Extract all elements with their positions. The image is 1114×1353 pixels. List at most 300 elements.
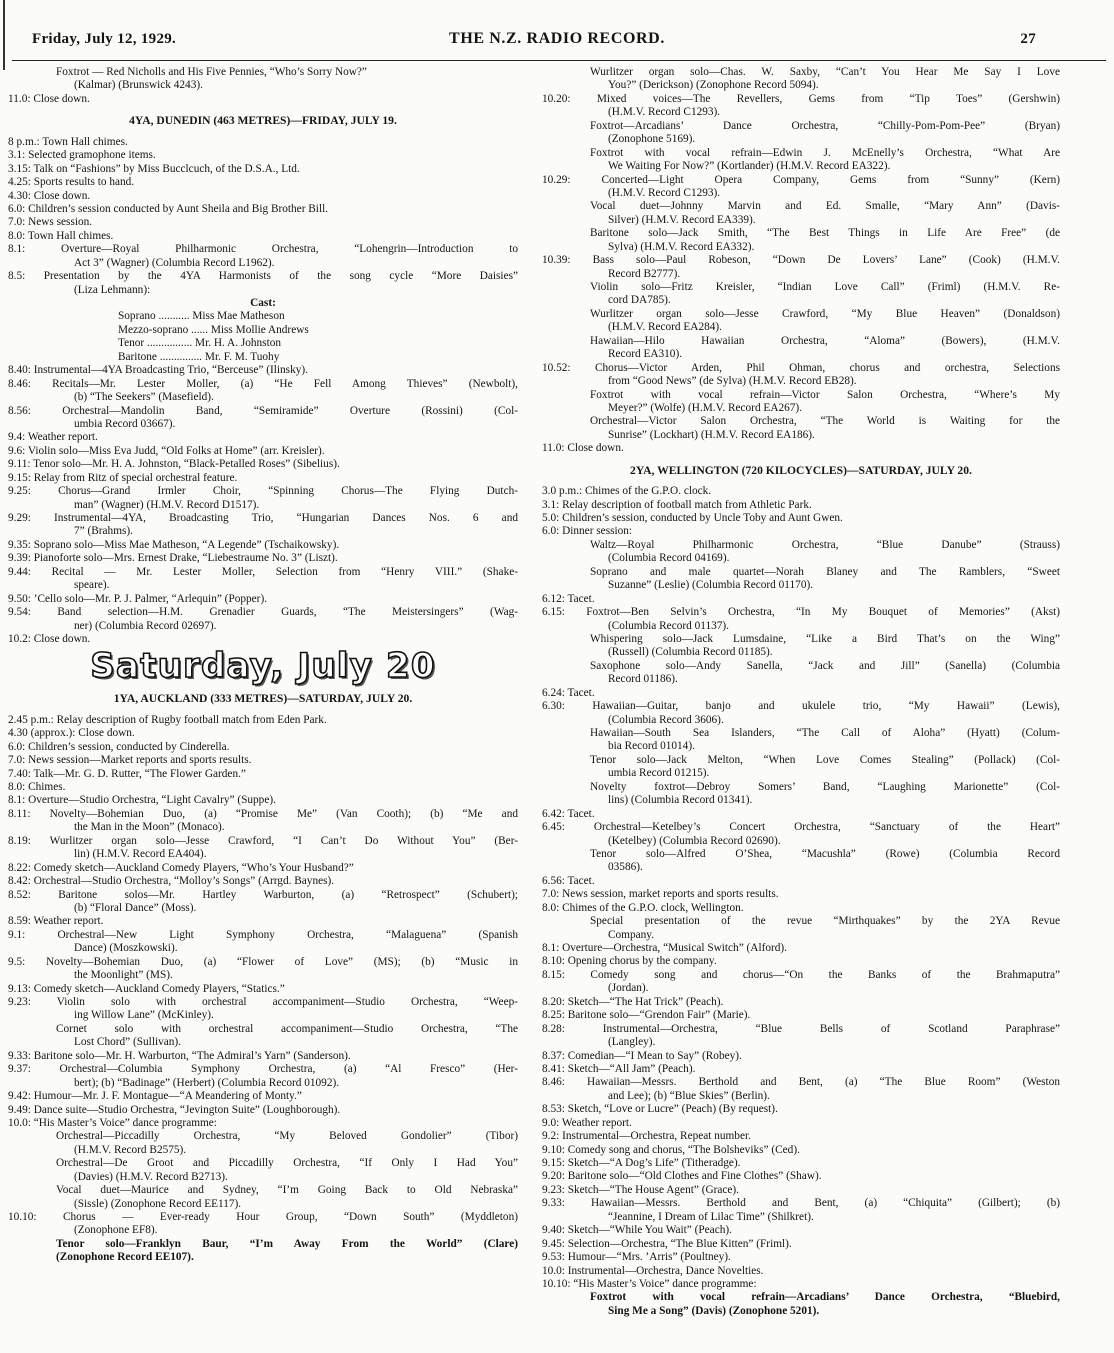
line-text: 7.0: News session, market reports and sports results. <box>542 888 779 901</box>
line-text: 8.20: Sketch—“The Hat Trick” (Peach). <box>542 995 724 1008</box>
line-text: 8.19: Wurlitzer organ solo—Jesse Crawford, “I Can’t Do Without You” (Ber- <box>8 834 518 847</box>
program-line <box>542 442 1060 455</box>
program-line <box>542 429 1060 442</box>
station-heading <box>8 114 518 127</box>
line-text: 8.1: Overture—Studio Orchestra, “Light Cavalry” (Suppe). <box>8 794 276 807</box>
line-text: 8.28: Instrumental—Orchestra, “Blue Bells of Scotland Paraphrase” <box>542 1022 1060 1035</box>
program-line <box>542 996 1060 1009</box>
program-line <box>8 579 518 592</box>
line-text: from “Good News” (de Sylva) (H.M.V. Record EB28). <box>608 375 857 388</box>
line-text: 8.10: Opening chorus by the company. <box>542 955 717 968</box>
line-text: Hawaiian—South Sea Islanders, “The Call of Aloha” (Hyatt) (Colum- <box>590 727 1060 739</box>
program-line <box>542 389 1060 402</box>
line-text: 7” (Brahms). <box>74 525 133 538</box>
program-line <box>8 445 518 458</box>
line-text: 10.10: Chorus — Ever-ready Hour Group, “Down South” (Myddleton) <box>8 1211 518 1223</box>
program-line <box>542 1050 1060 1063</box>
program-line <box>542 539 1060 552</box>
line-text: 7.40: Talk—Mr. G. D. Rutter, “The Flower Garden.” <box>8 767 246 780</box>
program-line <box>8 1238 518 1251</box>
line-text: 3.1: Selected gramophone items. <box>8 149 156 162</box>
program-line <box>542 552 1060 565</box>
program-line <box>542 687 1060 700</box>
line-text: bia Record 01014). <box>608 740 695 753</box>
line-text: (Zonophone EF8). <box>74 1224 158 1237</box>
line-text: 8.0: Chimes of the G.P.O. clock, Wellington. <box>542 901 744 914</box>
line-text: Baritone ............... Mr. F. M. Tuohy <box>118 350 280 363</box>
program-line <box>542 566 1060 579</box>
program-line <box>8 378 518 391</box>
program-line <box>542 499 1060 512</box>
program-line <box>542 254 1060 267</box>
program-line <box>8 405 518 418</box>
line-text: 9.23: Sketch—“The House Agent” (Grace). <box>542 1183 740 1196</box>
program-line <box>542 227 1060 240</box>
line-text: 8.1: Overture—Orchestra, “Musical Switch” (Alford). <box>542 942 788 954</box>
line-text: bert); (b) “Badinage” (Herbert) (Columbia Record 01092). <box>74 1076 340 1089</box>
line-text: (H.M.V. Record C1293). <box>608 106 721 119</box>
line-text: (H.M.V. Record EA284). <box>608 321 722 334</box>
masthead-page-number: 27 <box>1020 31 1036 47</box>
line-text: 10.10: “His Master’s Voice” dance programme: <box>542 1277 757 1290</box>
station-heading <box>542 464 1060 477</box>
line-text: 7.0: News session. <box>8 216 93 229</box>
program-line <box>542 1103 1060 1116</box>
masthead <box>0 0 1114 62</box>
left-column <box>8 66 518 1265</box>
program-line <box>8 1157 518 1170</box>
program-line <box>8 1198 518 1211</box>
program-line <box>8 956 518 969</box>
program-line <box>542 525 1060 538</box>
line-text: Tenor solo—Jack Melton, “When Love Comes Stealing” (Pollack) (Col- <box>590 753 1060 766</box>
line-text: Novelty foxtrot—Debroy Somers’ Band, “Laughing Marionette” (Col- <box>590 780 1060 793</box>
program-line <box>8 539 518 552</box>
program-line <box>8 1130 518 1143</box>
line-text: Orchestral—Piccadilly Orchestra, “My Beloved Gondolier” (Tibor) <box>56 1130 518 1143</box>
program-line <box>542 321 1060 334</box>
line-text: 6.24: Tacet. <box>542 686 595 699</box>
program-line <box>8 1224 518 1237</box>
program-line <box>8 351 518 364</box>
program-line <box>542 942 1060 955</box>
line-text: 8.0: Town Hall chimes. <box>8 229 114 242</box>
program-line <box>8 593 518 606</box>
line-text: 11.0: Close down. <box>542 442 624 455</box>
program-line <box>542 727 1060 740</box>
program-line <box>8 754 518 767</box>
program-line <box>542 1224 1060 1237</box>
program-line <box>542 754 1060 767</box>
program-line <box>8 942 518 955</box>
program-line <box>542 1265 1060 1278</box>
line-text: 10.39: Bass solo—Paul Robeson, “Down De Lovers’ Lane” (Cook) (H.M.V. <box>542 254 1060 267</box>
line-text: (H.M.V. Record C1293). <box>608 186 721 199</box>
program-line <box>8 391 518 404</box>
masthead-publication: THE N.Z. RADIO RECORD. <box>449 30 665 47</box>
program-line <box>542 174 1060 187</box>
program-line <box>542 348 1060 361</box>
spacer <box>542 477 1060 485</box>
line-text: Silver) (H.M.V. Record EA339). <box>608 213 756 226</box>
line-text: 8.15: Comedy song and chorus—“On the Banks of the Brahmaputra” <box>542 968 1060 981</box>
line-text: 9.25: Chorus—Grand Irmler Choir, “Spinning Chorus—The Flying Dutch- <box>8 485 518 498</box>
line-text: 1YA, AUCKLAND (333 METRES)—SATURDAY, JULY 20. <box>113 692 413 706</box>
line-text: Tenor solo—Alfred O’Shea, “Macushla” (Rowe) (Columbia Record <box>590 847 1060 860</box>
line-text: Wurlitzer organ solo—Jesse Crawford, “My Blue Heaven” (Donaldson) <box>590 307 1060 320</box>
program-line <box>542 147 1060 160</box>
line-text: 10.52: Chorus—Victor Arden, Phil Ohman, chorus and orchestra, Selections <box>542 361 1060 374</box>
line-text: Sunrise” (Lockhart) (H.M.V. Record EA186). <box>608 428 815 441</box>
program-line <box>542 1197 1060 1210</box>
line-text: Tenor solo—Franklyn Baur, “I’m Away From the World” (Clare) <box>56 1237 518 1250</box>
program-line <box>8 889 518 902</box>
program-line <box>8 875 518 888</box>
program-line <box>542 106 1060 119</box>
line-text: 9.40: Sketch—“While You Wait” (Peach). <box>542 1224 732 1237</box>
program-line <box>542 375 1060 388</box>
program-line <box>8 983 518 996</box>
line-text: 8.40: Instrumental—4YA Broadcasting Trio, “Berceuse” (Ilinsky). <box>8 364 308 377</box>
program-line <box>8 1184 518 1197</box>
program-line <box>8 768 518 781</box>
program-line <box>542 633 1060 646</box>
line-text: 8.46: Recitals—Mr. Lester Moller, (a) “He Fell Among Thieves” (Newbolt), <box>8 377 518 390</box>
program-line <box>8 781 518 794</box>
line-text: 9.39: Pianoforte solo—Mrs. Ernest Drake, “Liebestraume No. 3” (Liszt). <box>8 552 338 565</box>
program-line <box>8 1117 518 1130</box>
right-column <box>542 66 1060 1318</box>
program-line <box>8 741 518 754</box>
program-line <box>542 1238 1060 1251</box>
program-line <box>8 808 518 821</box>
program-line <box>542 1036 1060 1049</box>
line-text: (Zonophone 5169). <box>608 133 696 146</box>
program-line <box>8 525 518 538</box>
program-line <box>542 821 1060 834</box>
program-line <box>542 1211 1060 1224</box>
line-text: (Jordan). <box>608 982 649 995</box>
program-line <box>8 566 518 579</box>
program-line <box>8 257 518 270</box>
program-line <box>8 929 518 942</box>
program-line <box>542 593 1060 606</box>
program-line <box>542 160 1060 173</box>
line-text: 9.54: Band selection—H.M. Grenadier Guards, “The Meistersingers” (Wag- <box>8 606 518 619</box>
line-text: 8.11: Novelty—Bohemian Duo, (a) “Promise Me” (Van Cooth); (b) “Me and <box>8 807 518 820</box>
line-text: 9.35: Soprano solo—Miss Mae Matheson, “A Legende” (Tschaikowsky). <box>8 538 340 551</box>
spacer <box>8 128 518 136</box>
program-line <box>542 79 1060 92</box>
program-line <box>542 714 1060 727</box>
program-line <box>8 79 518 92</box>
program-line <box>8 203 518 216</box>
line-text: 10.0: “His Master’s Voice” dance programme: <box>8 1116 217 1129</box>
line-text: “Jeannine, I Dream of Lilac Time” (Shilkret). <box>608 1210 814 1223</box>
program-line <box>8 337 518 350</box>
program-line <box>542 485 1060 498</box>
line-text: Foxtrot with vocal refrain—Victor Salon Orchestra, “Where’s My <box>590 388 1060 401</box>
line-text: (Columbia Record 01137). <box>608 619 730 632</box>
program-line <box>8 996 518 1009</box>
line-text: Meyer?” (Wolfe) (H.M.V. Record EA267). <box>608 401 803 414</box>
line-text: (b) “Floral Dance” (Moss). <box>74 901 197 914</box>
line-text: umbia Record 01215). <box>608 767 710 780</box>
line-text: Foxtrot — Red Nicholls and His Five Pennies, “Who’s Sorry Now?” <box>56 66 367 78</box>
line-text: 9.2: Instrumental—Orchestra, Repeat number. <box>542 1130 751 1143</box>
program-line <box>8 1023 518 1036</box>
program-line <box>8 324 518 337</box>
line-text: (Sissle) (Zonophone Record EE117). <box>74 1197 242 1210</box>
line-text: 3.1: Relay description of football match from Athletic Park. <box>542 498 812 511</box>
program-line <box>8 1009 518 1022</box>
program-line <box>542 929 1060 942</box>
line-text: Orchestral—De Groot and Piccadilly Orchestra, “If Only I Had You” <box>56 1157 518 1170</box>
line-text: 4YA, DUNEDIN (463 METRES)—FRIDAY, JULY 19. <box>129 114 397 128</box>
program-line <box>542 66 1060 79</box>
line-text: 8.5: Presentation by the 4YA Harmonists of the song cycle “More Daisies” <box>8 270 518 283</box>
line-text: Sing Me a Song” (Davis) (Zonophone 5201). <box>608 1304 820 1317</box>
line-text: 9.45: Selection—Orchestra, “The Blue Kitten” (Friml). <box>542 1237 792 1250</box>
program-line <box>8 1063 518 1076</box>
program-line <box>8 66 518 79</box>
line-text: 9.0: Weather report. <box>542 1116 632 1129</box>
program-line <box>542 660 1060 673</box>
line-text: ing Willow Lane” (McKinley). <box>74 1009 214 1022</box>
program-line <box>542 93 1060 106</box>
line-text: ner) (Columbia Record 02697). <box>74 619 217 632</box>
line-text: 9.50: ’Cello solo—Mr. P. J. Palmer, “Arlequin” (Popper). <box>8 592 268 605</box>
line-text: Wurlitzer organ solo—Chas. W. Saxby, “Can’t You Hear Me Say I Love <box>590 66 1060 78</box>
day-heading: Saturday, July 20 <box>90 646 436 687</box>
line-text: 9.20: Baritone solo—“Old Clothes and Fine Clothes” (Shaw). <box>542 1170 822 1183</box>
program-line <box>542 1144 1060 1157</box>
line-text: 6.12: Tacet. <box>542 592 595 605</box>
line-text: 8.46: Hawaiian—Messrs. Berthold and Bent, (a) “The Blue Room” (Weston <box>542 1076 1060 1089</box>
program-line <box>8 243 518 256</box>
line-text: 10.20: Mixed voices—The Revellers, Gems from “Tip Toes” (Gershwin) <box>542 92 1060 105</box>
program-line <box>542 620 1060 633</box>
program-line <box>542 700 1060 713</box>
line-text: 6.0: Dinner session: <box>542 525 633 538</box>
program-line <box>542 1251 1060 1264</box>
program-line <box>542 1291 1060 1304</box>
line-text: Foxtrot—Arcadians’ Dance Orchestra, “Chilly-Pom-Pom-Pee” (Bryan) <box>590 119 1060 132</box>
program-line <box>542 1130 1060 1143</box>
program-line <box>542 1305 1060 1318</box>
program-line <box>542 1170 1060 1183</box>
line-text: (Kalmar) (Brunswick 4243). <box>74 79 203 92</box>
program-line <box>8 418 518 431</box>
program-line <box>542 1278 1060 1291</box>
program-line <box>8 190 518 203</box>
program-line <box>8 1090 518 1103</box>
line-text: Soprano ........... Miss Mae Matheson <box>118 310 285 323</box>
line-text: 8.25: Baritone solo—“Grendon Fair” (Marie). <box>542 1009 751 1022</box>
program-line <box>8 821 518 834</box>
line-text: 11.0: Close down. <box>8 92 90 105</box>
program-line <box>8 431 518 444</box>
line-text: Vocal duet—Johnny Marvin and Ed. Smalle, “Mary Ann” (Davis- <box>590 200 1060 213</box>
program-line <box>542 512 1060 525</box>
program-line <box>542 1023 1060 1036</box>
line-text: (Columbia Record 3606). <box>608 713 724 726</box>
program-line <box>8 862 518 875</box>
program-line <box>542 848 1060 861</box>
program-line <box>8 230 518 243</box>
line-text: Tenor ................ Mr. H. A. Johnston <box>118 337 282 350</box>
line-text: Cast: <box>250 297 276 309</box>
line-text: 3.15: Talk on “Fashions” by Miss Bucclcuch, of the D.S.A., Ltd. <box>8 162 300 175</box>
program-line <box>8 364 518 377</box>
line-text: 9.15: Relay from Ritz of special orchestral feature. <box>8 471 238 484</box>
spacer <box>542 456 1060 464</box>
program-line <box>8 93 518 106</box>
program-line <box>542 1063 1060 1076</box>
program-line <box>542 861 1060 874</box>
program-line <box>542 281 1060 294</box>
program-line <box>542 415 1060 428</box>
program-line <box>542 1076 1060 1089</box>
line-text: lins) (Columbia Record 01341). <box>608 794 753 807</box>
line-text: man” (Wagner) (H.M.V. Record D1517). <box>74 498 260 511</box>
line-text: 9.4: Weather report. <box>8 431 98 444</box>
program-line <box>8 1171 518 1184</box>
line-text: 9.44: Recital — Mr. Lester Moller, Selection from “Henry VIII.” (Shake- <box>8 565 518 578</box>
program-line <box>542 982 1060 995</box>
line-text: 9.42: Humour—Mr. J. F. Montague—“A Meandering of Monty.” <box>8 1090 302 1103</box>
program-line <box>8 1104 518 1117</box>
line-text: (Ketelbey) (Columbia Record 02690). <box>608 834 781 847</box>
program-line <box>542 120 1060 133</box>
line-text: 8.59: Weather report. <box>8 915 104 928</box>
line-text: 2.45 p.m.: Relay description of Rugby football match from Eden Park. <box>8 713 327 726</box>
program-line <box>542 646 1060 659</box>
program-line <box>542 1157 1060 1170</box>
program-line <box>542 133 1060 146</box>
program-line <box>542 888 1060 901</box>
line-text: Dance) (Moszkowski). <box>74 942 178 955</box>
masthead-rule <box>12 60 1106 61</box>
program-line <box>542 308 1060 321</box>
program-line <box>542 200 1060 213</box>
line-text: 6.45: Orchestral—Ketelbey’s Concert Orchestra, “Sanctuary of the Heart” <box>542 821 1060 834</box>
program-line <box>8 620 518 633</box>
line-text: (Davies) (H.M.V. Record B2713). <box>74 1170 228 1183</box>
line-text: Record B2777). <box>608 267 681 280</box>
line-text: 8.56: Orchestral—Mandolin Band, “Semiramide” Overture (Rossini) (Col- <box>8 404 518 417</box>
program-line <box>8 310 518 323</box>
line-text: 4.30: Close down. <box>8 189 91 202</box>
program-line <box>542 294 1060 307</box>
program-line <box>8 472 518 485</box>
program-line <box>542 915 1060 928</box>
program-line <box>8 284 518 297</box>
line-text: and Lee); (b) “Blue Skies” (Berlin). <box>608 1089 770 1102</box>
line-text: 9.33: Hawaiian—Messrs. Berthold and Bent, (a) “Chiquita” (Gilbert); (b) <box>542 1197 1060 1210</box>
spacer <box>8 106 518 114</box>
line-text: 9.15: Sketch—“A Dog’s Life” (Titheradge). <box>542 1157 741 1169</box>
program-line <box>542 579 1060 592</box>
line-text: 5.0: Children’s session, conducted by Uncle Toby and Aunt Gwen. <box>542 512 843 524</box>
program-line <box>8 552 518 565</box>
line-text: 9.49: Dance suite—Studio Orchestra, “Jevington Suite” (Loughborough). <box>8 1103 341 1116</box>
program-line <box>8 512 518 525</box>
line-text: (Columbia Record 04169). <box>608 552 730 565</box>
line-text: 10.29: Concerted—Light Opera Company, Gems from “Sunny” (Kern) <box>542 173 1060 186</box>
line-text: 8.1: Overture—Royal Philharmonic Orchestra, “Lohengrin—Introduction to <box>8 243 518 256</box>
line-text: 9.5: Novelty—Bohemian Duo, (a) “Flower of Love” (MS); (b) “Music in <box>8 955 518 968</box>
line-text: 9.23: Violin solo with orchestral accompaniment—Studio Orchestra, “Weep- <box>8 996 518 1008</box>
program-line <box>542 808 1060 821</box>
spacer <box>8 706 518 714</box>
line-text: 9.11: Tenor solo—Mr. H. A. Johnston, “Black-Petalled Roses” (Sibelius). <box>8 458 340 471</box>
station-heading <box>8 692 518 705</box>
line-text: Record EA310). <box>608 348 683 361</box>
line-text: 3.0 p.m.: Chimes of the G.P.O. clock. <box>542 485 712 498</box>
line-text: 6.0: Children’s session conducted by Aunt Sheila and Big Brother Bill. <box>8 202 329 215</box>
line-text: Record 01186). <box>608 673 678 686</box>
line-text: 8.53: Sketch, “Love or Lucre” (Peach) (By request). <box>542 1103 778 1116</box>
line-text: (H.M.V. Record B2575). <box>74 1143 187 1156</box>
program-line <box>542 335 1060 348</box>
line-text: (Liza Lehmann): <box>74 283 151 296</box>
line-text: Whispering solo—Jack Lumsdaine, “Like a Bird That’s on the Wing” <box>590 632 1060 645</box>
line-text: (Langley). <box>608 1036 656 1049</box>
line-text: 8.41: Sketch—“All Jam” (Peach). <box>542 1062 696 1075</box>
program-line <box>542 1184 1060 1197</box>
program-line <box>8 1050 518 1063</box>
line-text: Baritone solo—Jack Smith, “The Best Things in Life Are Free” (de <box>590 227 1060 240</box>
line-text: Suzanne” (Leslie) (Columbia Record 01170). <box>608 579 814 592</box>
line-text: 9.53: Humour—“Mrs. ’Arris” (Poultney). <box>542 1251 731 1264</box>
program-line <box>8 176 518 189</box>
line-text: Company. <box>608 928 655 941</box>
line-text: 8 p.m.: Town Hall chimes. <box>8 135 128 148</box>
line-text: Saxophone solo—Andy Sanella, “Jack and Jill” (Sanella) (Columbia <box>590 659 1060 672</box>
line-text: 8.37: Comedian—“I Mean to Say” (Robey). <box>542 1049 742 1062</box>
program-line <box>8 606 518 619</box>
line-text: the Moonlight” (MS). <box>74 969 173 982</box>
line-text: 9.37: Orchestral—Columbia Symphony Orchestra, (a) “Al Fresco” (Her- <box>8 1063 518 1076</box>
line-text: 9.10: Comedy song and chorus, “The Bolsheviks” (Ced). <box>542 1143 800 1156</box>
program-line <box>8 163 518 176</box>
line-text: speare). <box>74 579 110 592</box>
line-text: 2YA, WELLINGTON (720 KILOCYCLES)—SATURDAY, JULY 20. <box>630 463 972 477</box>
program-line <box>8 1211 518 1224</box>
line-text: 6.56: Tacet. <box>542 874 595 887</box>
line-text: 4.25: Sports results to hand. <box>8 176 135 189</box>
program-line <box>8 216 518 229</box>
program-line <box>8 1036 518 1049</box>
line-text: Lost Chord” (Sullivan). <box>74 1036 181 1049</box>
program-line <box>8 727 518 740</box>
line-text: 7.0: News session—Market reports and sports results. <box>8 754 252 767</box>
line-text: Mezzo-soprano ...... Miss Mollie Andrews <box>118 323 309 336</box>
line-text: Hawaiian—Hilo Hawaiian Orchestra, “Aloma” (Bowers), (H.M.V. <box>590 334 1060 347</box>
line-text: Soprano and male quartet—Norah Blaney and The Ramblers, “Sweet <box>590 565 1060 578</box>
line-text: 8.52: Baritone solos—Mr. Hartley Warburton, (a) “Retrospect” (Schubert); <box>8 888 518 901</box>
line-text: lin) (H.M.V. Record EA404). <box>74 848 207 861</box>
line-text: 4.30 (approx.): Close down. <box>8 727 135 740</box>
program-line <box>542 740 1060 753</box>
program-line <box>8 969 518 982</box>
line-text: cord DA785). <box>608 294 671 307</box>
program-line <box>542 835 1060 848</box>
line-text: Sylva) (H.M.V. Record EA332). <box>608 240 755 253</box>
program-line <box>8 848 518 861</box>
program-line <box>8 915 518 928</box>
